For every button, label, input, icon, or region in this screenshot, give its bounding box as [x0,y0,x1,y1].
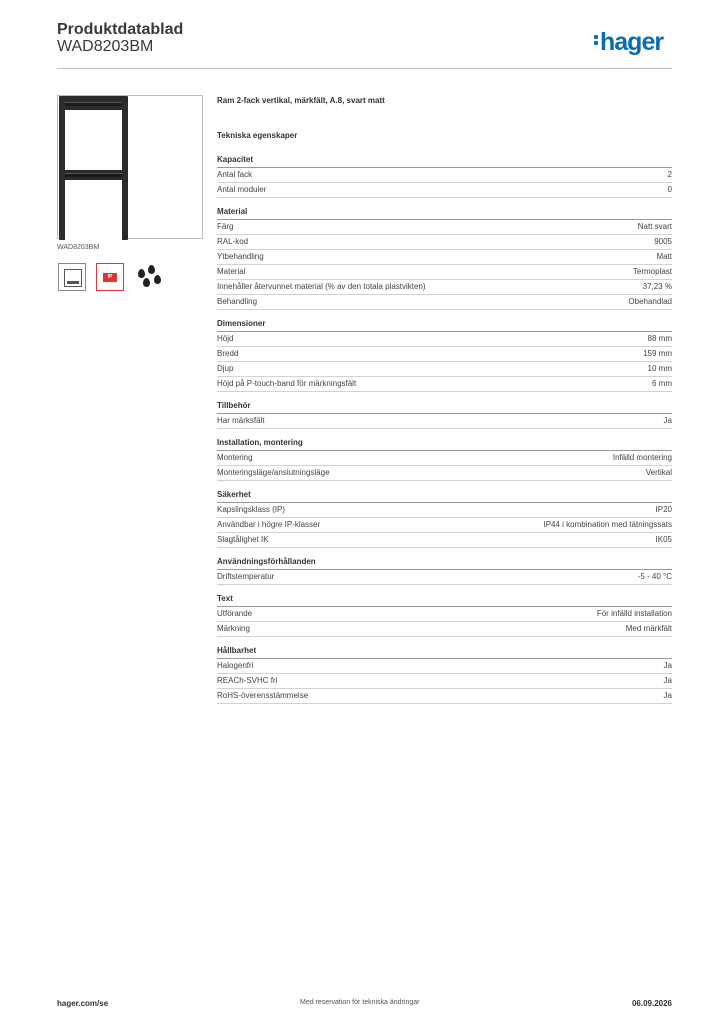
spec-value: Infälld montering [612,453,672,462]
footer-disclaimer: Med reservation för tekniska ändringar [300,999,420,1006]
frame-slot-top [65,110,122,170]
spec-value: Natt svart [637,222,672,231]
spec-row [217,220,672,235]
spec-label: Montering [217,453,253,462]
spec-row [217,570,672,585]
spec-row [217,250,672,265]
spec-group-title: Dimensioner [217,317,672,332]
spec-group-title: Hållbarhet [217,644,672,659]
spec-groups [217,153,672,711]
spec-label: Innehåller återvunnet material (% av den totala plastvikten) [217,282,426,291]
spec-group [217,555,672,585]
spec-value: 159 mm [643,349,672,358]
header-divider [57,68,672,69]
ip-rating-icon [96,263,124,291]
spec-value: Ja [663,691,672,700]
spec-row [217,347,672,362]
spec-row [217,414,672,429]
spec-value: 0 [667,185,672,194]
spec-row [217,466,672,481]
spec-value: IP44 i kombination med tätningssats [543,520,672,529]
spec-label: Utförande [217,609,253,618]
spec-row [217,607,672,622]
spec-label: RoHS-överensstämmelse [217,691,309,700]
hager-logo [594,28,663,57]
spec-group [217,592,672,637]
footer-date: 06.09.2026 [631,999,672,1008]
spec-value: 6 mm [652,379,672,388]
label-strip-top [65,102,122,106]
spec-value: Vertikal [645,468,672,477]
footer-website[interactable]: hager.com/se [57,999,109,1008]
spec-row [217,280,672,295]
spec-value: Ja [663,416,672,425]
spec-label: Höjd på P-touch-band för märkningsfält [217,379,357,388]
spec-label: Halogenfri [217,661,254,670]
logo-dots-icon [594,35,598,47]
spec-value: Termoplast [632,267,672,276]
spec-row [217,518,672,533]
spec-value: För infälld installation [596,609,672,618]
spec-group-title: Användningsförhållanden [217,555,672,570]
spec-row [217,689,672,704]
spec-label: Slagtålighet IK [217,535,269,544]
spec-row [217,362,672,377]
spec-group [217,488,672,548]
spec-label: Märkning [217,624,250,633]
spec-value: IK05 [655,535,672,544]
spec-value: Obehandlad [628,297,672,306]
frame-slot-bottom [65,180,122,240]
product-subtitle: Ram 2-fack vertikal, märkfält, A.8, svart matt [217,96,385,105]
spec-group-title: Kapacitet [217,153,672,168]
spec-label: RAL-kod [217,237,249,246]
spec-row [217,503,672,518]
spec-row [217,622,672,637]
spec-value: 88 mm [647,334,672,343]
moisture-drops-icon [136,263,164,291]
spec-row [217,332,672,347]
spec-group [217,205,672,310]
spec-label: Ytbehandling [217,252,264,261]
product-image-frame [59,96,128,240]
spec-label: Antal moduler [217,185,267,194]
spec-label: Monteringsläge/anslutningsläge [217,468,330,477]
spec-group [217,436,672,481]
spec-label: Höjd [217,334,234,343]
spec-value: 10 mm [647,364,672,373]
spec-label: Driftstemperatur [217,572,275,581]
spec-label: Djup [217,364,234,373]
spec-value: Matt [656,252,672,261]
spec-label: Bredd [217,349,239,358]
spec-value: -5 - 40 °C [637,572,672,581]
spec-group [217,399,672,429]
spec-row [217,295,672,310]
spec-value: Med märkfält [625,624,672,633]
spec-value: 2 [667,170,672,179]
label-strip-bottom [65,173,122,177]
spec-row [217,183,672,198]
spec-label: Antal fack [217,170,253,179]
flush-mount-icon [58,263,86,291]
spec-group-title: Installation, montering [217,436,672,451]
spec-value: Ja [663,676,672,685]
ip-rating-tag: IP [103,273,117,282]
spec-value: Ja [663,661,672,670]
spec-value: 37,23 % [642,282,672,291]
image-caption: WAD8203BM [57,244,100,251]
spec-value: 9005 [654,237,672,246]
spec-label: Kapslingsklass (IP) [217,505,286,514]
page-title: Produktdatablad [57,21,184,38]
spec-group [217,153,672,198]
spec-group-title: Säkerhet [217,488,672,503]
spec-group [217,317,672,392]
spec-group-title: Material [217,205,672,220]
spec-value: IP20 [655,505,672,514]
product-code: WAD8203BM [57,38,154,55]
spec-row [217,674,672,689]
spec-row [217,168,672,183]
spec-row [217,451,672,466]
spec-row [217,265,672,280]
spec-label: Användbar i högre IP-klasser [217,520,321,529]
spec-row [217,533,672,548]
spec-row [217,235,672,250]
spec-row [217,377,672,392]
spec-label: REACh-SVHC fri [217,676,278,685]
logo-text: hager [600,28,664,56]
spec-label: Material [217,267,246,276]
spec-label: Behandling [217,297,258,306]
spec-group-title: Tillbehör [217,399,672,414]
spec-group-title: Text [217,592,672,607]
section-heading: Tekniska egenskaper [217,131,298,140]
spec-row [217,659,672,674]
spec-group [217,644,672,704]
spec-label: Har märksfält [217,416,265,425]
spec-label: Färg [217,222,234,231]
